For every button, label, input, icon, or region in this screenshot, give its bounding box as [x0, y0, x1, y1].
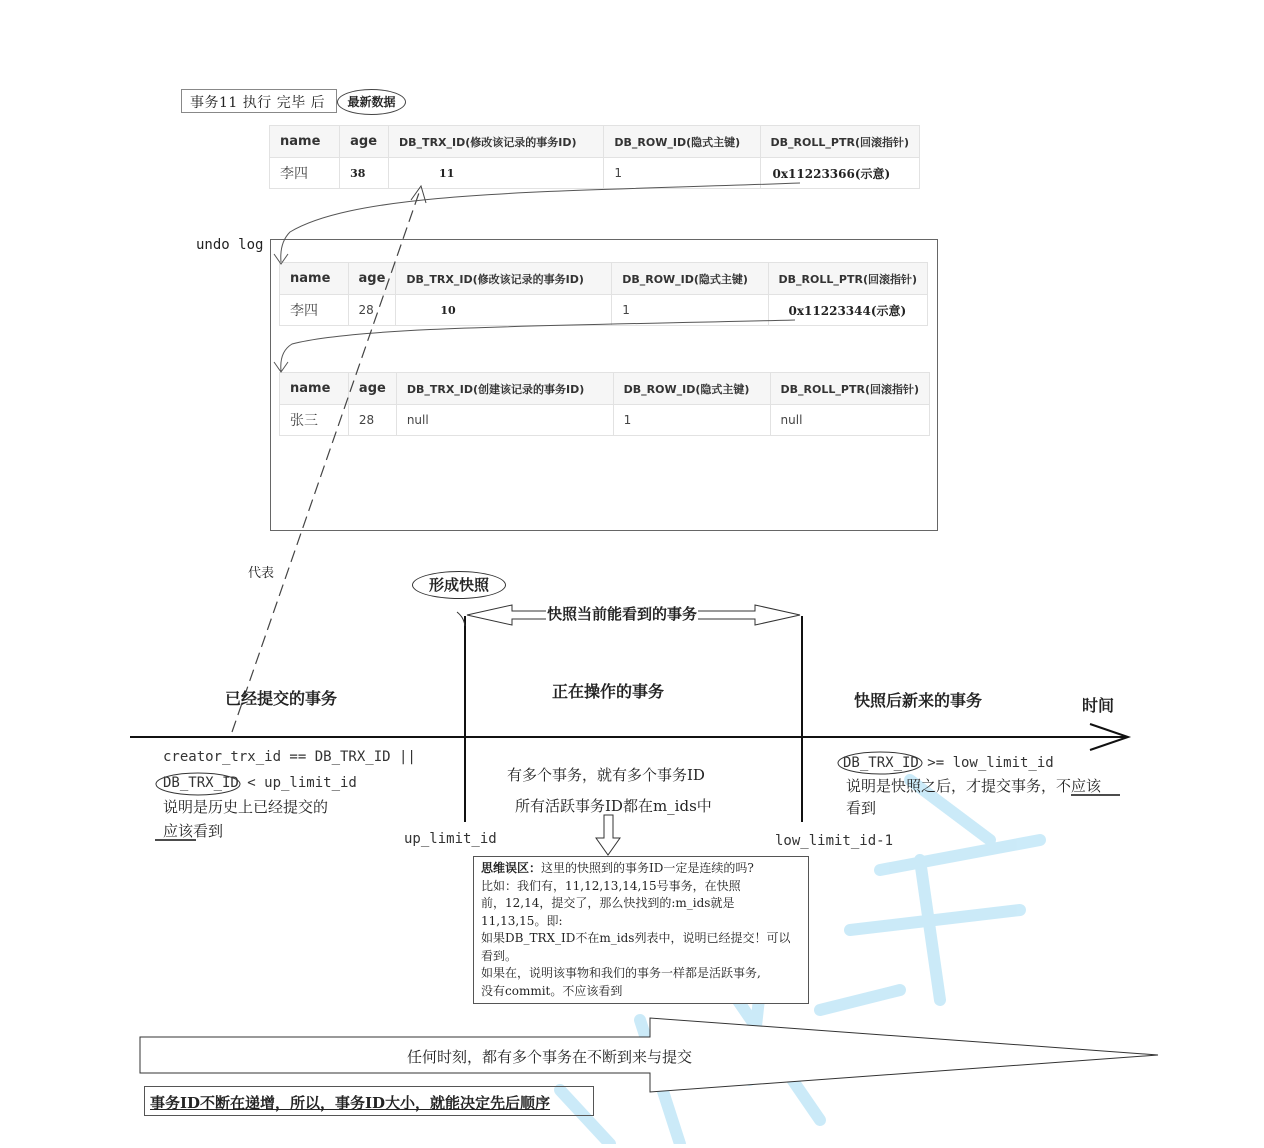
col-roll-ptr: DB_ROLL_PTR(回滚指针) — [768, 263, 927, 295]
cell-age: 28 — [348, 295, 396, 326]
roll-pointer-curve-1 — [281, 183, 800, 262]
cell-roll-ptr: null — [770, 405, 929, 436]
misconception-line8: 没有commit。不应该看到 — [481, 983, 623, 998]
col-name: name — [270, 126, 340, 158]
form-snapshot-badge: 形成快照 — [412, 571, 506, 599]
col-name: name — [280, 263, 349, 295]
col-row-id: DB_ROW_ID(隐式主键) — [612, 263, 768, 295]
left-note-line3: 说明是历史上已经提交的 — [163, 798, 329, 816]
cell-trx-id: 11 — [389, 158, 604, 189]
left-note-line2: DB_TRX_ID < up_limit_id — [163, 775, 357, 791]
middle-note-line1: 有多个事务，就有多个事务ID — [507, 766, 705, 784]
col-trx-id: DB_TRX_ID(修改该记录的事务ID) — [396, 263, 612, 295]
col-name: name — [280, 373, 349, 405]
misconception-line4: 11,13,15。即: — [481, 913, 563, 928]
col-trx-id: DB_TRX_ID(创建该记录的事务ID) — [396, 373, 613, 405]
roll-pointer-curve-2 — [281, 320, 795, 371]
cell-name: 李四 — [270, 158, 340, 189]
right-note-line3: 看到 — [846, 799, 877, 817]
cell-row-id: 1 — [613, 405, 770, 436]
col-age: age — [348, 373, 396, 405]
bottom-arrow-label: 任何时刻，都有多个事务在不断到来与提交 — [407, 1048, 693, 1066]
misconception-line7: 如果在，说明该事物和我们的事务一样都是活跃事务, — [481, 966, 761, 980]
time-label: 时间 — [1082, 696, 1115, 715]
cell-name: 李四 — [280, 295, 349, 326]
right-note-line2: 说明是快照之后，才提交事务，不应该 — [846, 777, 1102, 795]
col-row-id: DB_ROW_ID(隐式主键) — [604, 126, 760, 158]
misconception-line3: 前，12,14，提交了，那么快找到的:m_ids就是 — [481, 896, 735, 910]
cell-trx-id: null — [396, 405, 613, 436]
col-roll-ptr: DB_ROLL_PTR(回滚指针) — [760, 126, 919, 158]
low-limit-label: low_limit_id-1 — [775, 833, 894, 849]
future-label: 快照后新来的事务 — [854, 691, 983, 710]
left-note-line4: 应该看到 — [163, 822, 224, 840]
col-roll-ptr: DB_ROLL_PTR(回滚指针) — [770, 373, 929, 405]
left-note-line1: creator_trx_id == DB_TRX_ID || — [163, 749, 416, 765]
active-label: 正在操作的事务 — [552, 682, 665, 701]
latest-data-badge: 最新数据 — [337, 89, 406, 115]
snapshot-range-label: 快照当前能看到的事务 — [547, 605, 698, 623]
right-note-line1: DB_TRX_ID >= low_limit_id — [843, 755, 1054, 771]
cell-row-id: 1 — [612, 295, 768, 326]
cell-trx-id: 10 — [396, 295, 612, 326]
col-age: age — [348, 263, 396, 295]
cell-row-id: 1 — [604, 158, 760, 189]
misconception-line5: 如果DB_TRX_ID不在m_ids列表中，说明已经提交！可以 — [481, 931, 791, 945]
col-row-id: DB_ROW_ID(隐式主键) — [613, 373, 770, 405]
misconception-line6: 看到。 — [481, 948, 518, 963]
bottom-note: 事务ID不断在递增，所以，事务ID大小，就能决定先后顺序 — [150, 1094, 551, 1112]
cell-age: 28 — [348, 405, 396, 436]
middle-note-line2: 所有活跃事务ID都在m_ids中 — [515, 797, 712, 815]
up-limit-label: up_limit_id — [404, 831, 497, 847]
represents-dashed-line — [232, 190, 420, 732]
col-age: age — [340, 126, 389, 158]
undo-log-label: undo log — [196, 237, 264, 253]
cell-age: 38 — [340, 158, 389, 189]
misconception-line2: 比如：我们有，11,12,13,14,15号事务，在快照 — [481, 878, 741, 893]
cell-name: 张三 — [280, 405, 349, 436]
committed-label: 已经提交的事务 — [225, 689, 338, 708]
misconception-line1: 思维误区：这里的快照到的事务ID一定是连续的吗? — [481, 861, 754, 875]
cell-roll-ptr: 0x11223344(示意) — [768, 295, 927, 326]
misconception-text — [481, 860, 805, 1000]
represents-label: 代表 — [248, 566, 275, 581]
cell-roll-ptr: 0x11223366(示意) — [760, 158, 919, 189]
header-label: 事务11 执行 完毕 后 — [190, 95, 326, 111]
col-trx-id: DB_TRX_ID(修改该记录的事务ID) — [389, 126, 604, 158]
down-arrow — [596, 815, 620, 855]
